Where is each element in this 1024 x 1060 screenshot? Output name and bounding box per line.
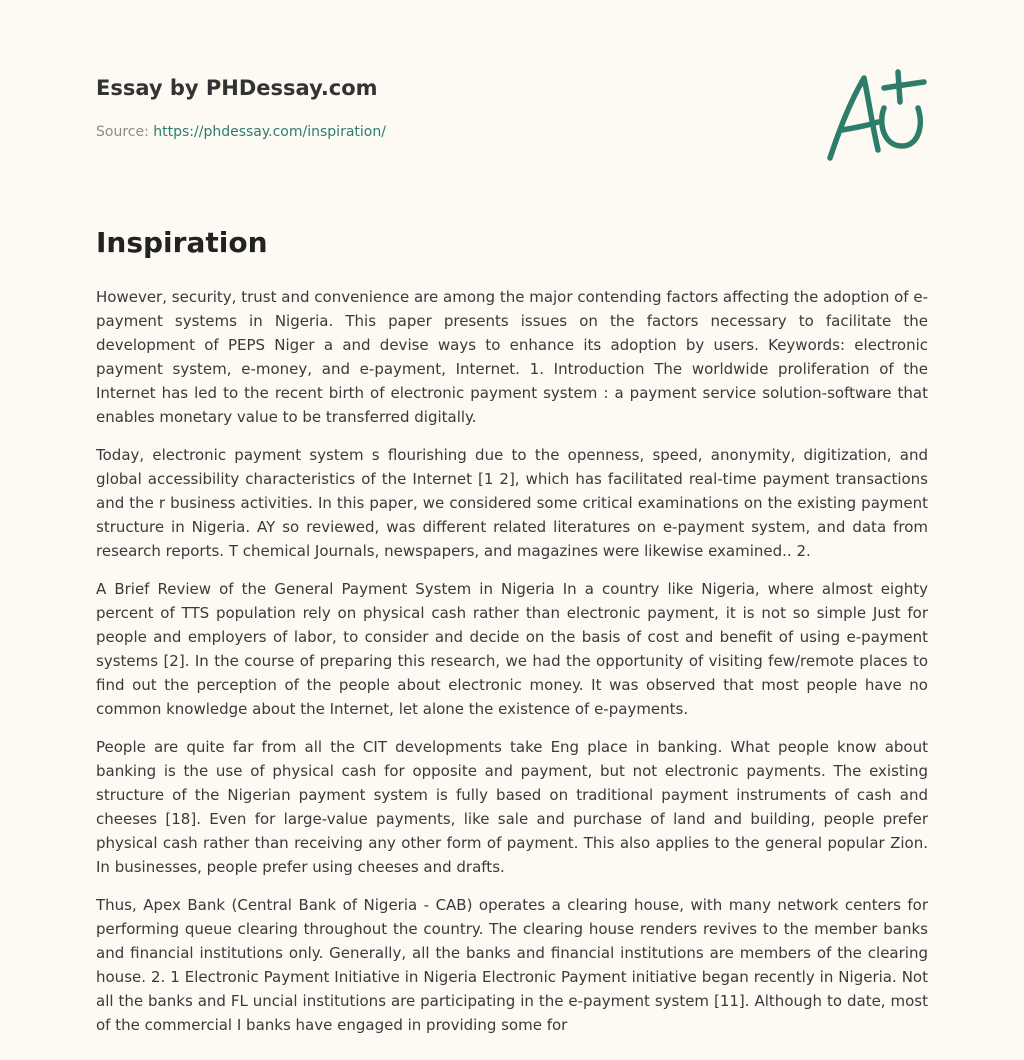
paragraph: Today, electronic payment system s flourishing due to the openness, speed, anonymity, digitization, and global accessibility characteristics of the Internet [1 2], which has facilitated real-time payment transactions and the r business activities. In this paper, we considered some critical examinations on the existing payment structure in Nigeria. AY so reviewed, was different related literatures on e-payment system, and data from research reports. T chemical Journals, newspapers, and magazines were likewise examined.. 2. bbox=[96, 446, 928, 560]
source-line bbox=[96, 124, 386, 140]
source-label: Source: bbox=[96, 124, 149, 140]
source-link[interactable]: https://phdessay.com/inspiration/ bbox=[153, 124, 386, 140]
page-title: Inspiration bbox=[96, 226, 268, 259]
a-plus-grade-icon bbox=[820, 66, 928, 166]
paragraph: A Brief Review of the General Payment System in Nigeria In a country like Nigeria, where almost eighty percent of TTS population rely on physical cash rather than electronic payment, it is not so simple Just for people and employers of labor, to consider and decide on the basis of cost and benefit of using e-payment systems [2]. In the course of preparing this research, we had the opportunity of visiting few/remote places to find out the perception of the people about electronic money. It was observed that most people have no common knowledge about the Internet, let alone the existence of e-payments. bbox=[96, 580, 928, 718]
paragraph: Thus, Apex Bank (Central Bank of Nigeria - CAB) operates a clearing house, with many network centers for performing queue clearing throughout the country. The clearing house renders revives to the member banks and financial institutions only. Generally, all the banks and financial institutions are members of the clearing house. 2. 1 Electronic Payment Initiative in Nigeria Electronic Payment initiative began recently in Nigeria. Not all the banks and FL uncial institutions are participating in the e-payment system [11]. Although to date, most of the commercial I banks have engaged in providing some for bbox=[96, 896, 928, 1034]
site-title: Essay by PHDessay.com bbox=[96, 76, 378, 100]
article-body bbox=[96, 285, 928, 1051]
paragraph: However, security, trust and convenience are among the major contending factors affecting the adoption of e-payment systems in Nigeria. This paper presents issues on the factors necessary to facilitate the development of PEPS Niger a and devise ways to enhance its adoption by users. Keywords: electronic payment system, e-money, and e-payment, Internet. 1. Introduction The worldwide proliferation of the Internet has led to the recent birth of electronic payment system : a payment service solution-software that enables monetary value to be transferred digitally. bbox=[96, 288, 928, 426]
paragraph: People are quite far from all the CIT developments take Eng place in banking. What people know about banking is the use of physical cash for opposite and payment, but not electronic payments. The existing structure of the Nigerian payment system is fully based on traditional payment instruments of cash and cheeses [18]. Even for large-value payments, like sale and purchase of land and building, people prefer physical cash rather than receiving any other form of payment. This also applies to the general popular Zion. In businesses, people prefer using cheeses and drafts. bbox=[96, 738, 928, 876]
